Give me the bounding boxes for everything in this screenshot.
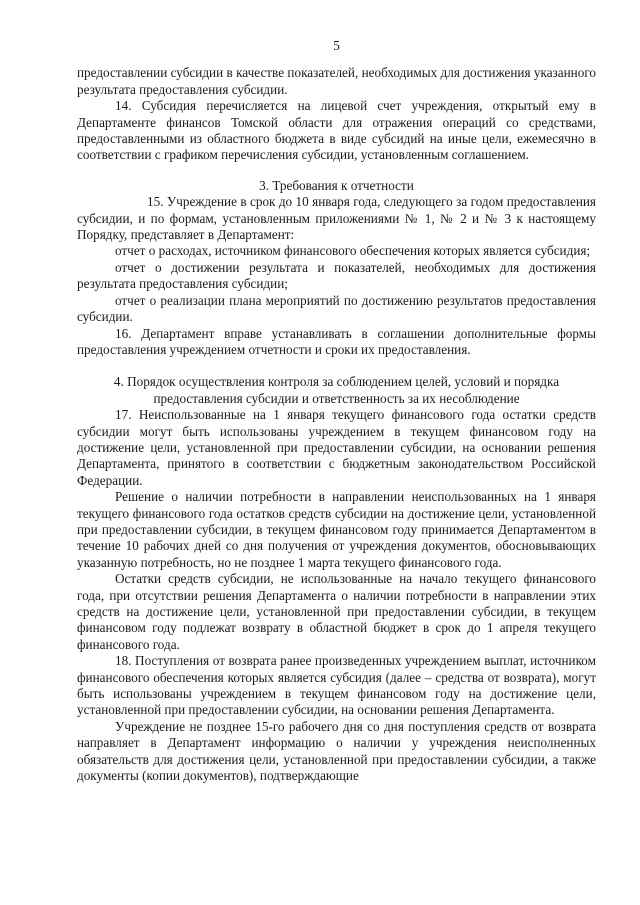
list-item-report-plan: отчет о реализации плана мероприятий по достижению результатов предоставления субсидии.	[77, 292, 596, 325]
paragraph-18: 18. Поступления от возврата ранее произведенных учреждением выплат, источником финансового обеспечения которых является субсидия (далее – средства от возврата), могут быть использованы учреждением в текущем финансовом году на достижение цели, установленной при предоставлении субсидии, на основании решения Департамента.	[77, 653, 596, 718]
paragraph-15: 15. Учреждение в срок до 10 января года, следующего за годом предоставления субсидии, и по формам, установленным приложениями № 1, № 2 и № 3 к настоящему Порядку, представляет в Департамент:	[77, 194, 596, 243]
paragraph-17-remainders: Остатки средств субсидии, не использованные на начало текущего финансового года, при отсутствии решения Департамента о наличии потребности в направлении этих средств на достижение цели, установленной при предоставлении субсидии, в текущем финансовом году подлежат возврату в областной бюджет в срок до 1 апреля текущего финансового года.	[77, 571, 596, 652]
paragraph-17: 17. Неиспользованные на 1 января текущего финансового года остатки средств субсидии могут быть использованы учреждением в текущем финансовом году на достижение цели, установленной при предоставлении субсидии, на основании решения Департамента, принятого в соответствии с бюджетным законодательством Российской Федерации.	[77, 407, 596, 488]
paragraph-17-decision: Решение о наличии потребности в направлении неиспользованных на 1 января текущего финансового года остатков средств субсидии на достижение цели, установленной при предоставлении субсидии, в текущем финансовом году принимается Департаментом в течение 10 рабочих дней со дня получения от учреждения документов, обосновывающих указанную потребность, но не позднее 1 марта текущего финансового года.	[77, 489, 596, 570]
list-item-report-results: отчет о достижении результата и показателей, необходимых для достижения результата предоставления субсидии;	[77, 259, 596, 292]
paragraph-18-notice: Учреждение не позднее 15-го рабочего дня со дня поступления средств от возврата направляет в Департамент информацию о наличии у учреждения неисполненных обязательств для достижения цели, установленной при предоставлении субсидии, а также документы (копии документов), подтверждающие	[77, 718, 596, 784]
page-number: 5	[333, 38, 340, 53]
document-page	[77, 38, 596, 784]
section-heading-4: 4. Порядок осуществления контроля за соблюдением целей, условий и порядка предоставления субсидии и ответственность за их несоблюдение	[113, 374, 560, 406]
paragraph-14: 14. Субсидия перечисляется на лицевой счет учреждения, открытый ему в Департаменте финансов Томской области для отражения операций со средствами, предоставленными из областного бюджета в виде субсидий на иные цели, ежемесячно в соответствии с графиком перечисления субсидии, установленным соглашением.	[77, 98, 596, 163]
paragraph-16: 16. Департамент вправе устанавливать в соглашении дополнительные формы предоставления учреждением отчетности и сроки их предоставления.	[77, 325, 596, 357]
section-heading-3: 3. Требования к отчетности	[259, 177, 414, 193]
paragraph-continuation: предоставлении субсидии в качестве показателей, необходимых для достижения указанного результата предоставления субсидии.	[77, 65, 596, 97]
list-item-report-expenses: отчет о расходах, источником финансового обеспечения которых является субсидия;	[115, 243, 591, 259]
